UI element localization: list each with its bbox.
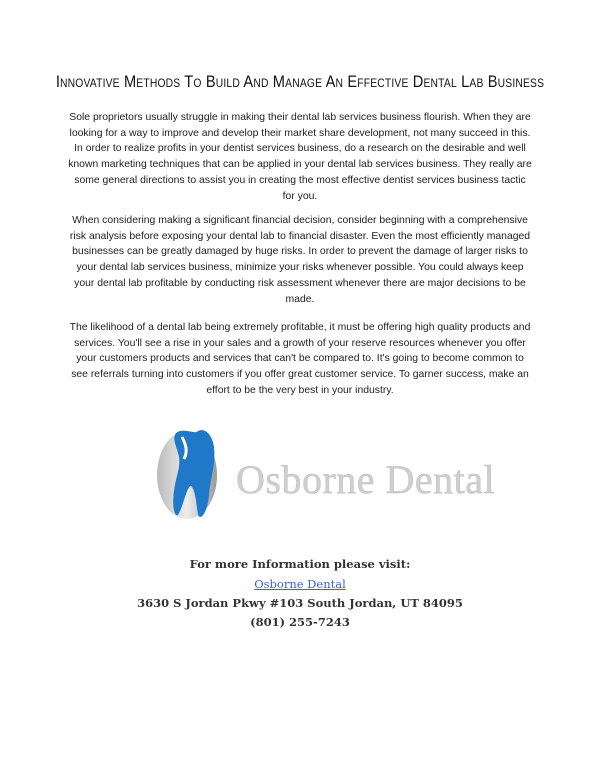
paragraph-2: When considering making a significant financial decision, consider beginning with a comprehensive risk analysis before exposing your dental lab to financial disaster. Even the most efficiently managed businesses can be greatly damaged by huge risks. In order to prevent the damage of larger risks to your dental lab services business, minimize your risks whenever possible. You could always keep your dental lab profitable by conducting risk assessment whenever there are major decisions to be made.: [69, 215, 531, 305]
contact-address: 3630 S Jordan Pkwy #103 South Jordan, UT 84095: [137, 596, 463, 610]
document-title: Innovative Methods To Build And Manage An Effective Dental Lab Business: [55, 72, 545, 91]
paragraph-3: The likelihood of a dental lab being extremely profitable, it must be offering high quality products and services. You'll see a rise in your sales and a growth of your reserve resources whenever you offer your customers products and services that can't be compared to. It's going to become common to see referrals turning into customers if you offer great customer service. To garner success, make an effort to be the very best in your industry.: [69, 322, 531, 396]
contact-intro: For more Information please visit:: [189, 557, 411, 571]
tooth-icon: [154, 425, 234, 520]
contact-phone: (801) 255-7243: [250, 615, 350, 629]
paragraph-1: Sole proprietors usually struggle in making their dental lab services business flourish. When they are looking for a way to improve and develop their market share development, not many succeed in this. In order to realize profits in your dentist services business, do a research on the desirable and well known marketing techniques that can be applied in your dental lab services business. They really are some general directions to assist you in creating the most effective dentist services business tactic for you.: [68, 112, 532, 202]
osborne-dental-link[interactable]: Osborne Dental: [254, 577, 346, 591]
logo-text: Osborne Dental: [236, 457, 496, 502]
